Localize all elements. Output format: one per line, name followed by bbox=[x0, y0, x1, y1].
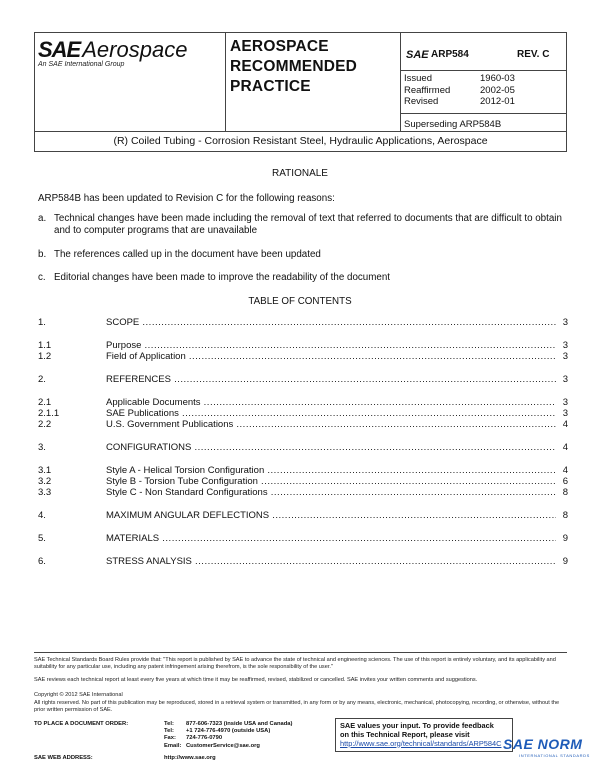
footer-divider bbox=[34, 652, 567, 653]
date-reaffirmed: Reaffirmed 2002-05 bbox=[404, 84, 515, 96]
toc-entry[interactable]: 2.1.1 SAE Publications ..... 3 bbox=[38, 408, 568, 420]
fax-number: 724-776-0790 bbox=[186, 735, 223, 742]
rationale-item-a: a. Technical changes have been made including the removal of text that referred to documents that are difficult to obtain and to computer programs that are unavailable bbox=[38, 213, 562, 236]
document-number: ARP584 bbox=[431, 49, 469, 60]
toc-entry[interactable]: 1.1 Purpose ..... 3 bbox=[38, 340, 568, 352]
superseding-note: Superseding ARP584B bbox=[404, 119, 502, 130]
feedback-box bbox=[335, 718, 513, 752]
toc-entry[interactable]: 1.2 Field of Application ..... 3 bbox=[38, 351, 568, 363]
rationale-item-c: c. Editorial changes have been made to improve the readability of the document bbox=[38, 272, 391, 283]
sae-mark: SAE bbox=[406, 49, 429, 61]
footer-notice-review: SAE reviews each technical report at least every five years at which time it may be reaffirmed, revised, stabilized or cancelled. SAE invites your written comments and suggestions. bbox=[34, 677, 478, 683]
logo-word: Aerospace bbox=[82, 37, 188, 62]
toc-entry[interactable]: 4. MAXIMUM ANGULAR DEFLECTIONS ..... 8 bbox=[38, 510, 568, 522]
toc-entry[interactable]: 3. CONFIGURATIONS ..... 4 bbox=[38, 442, 568, 454]
sae-aerospace-logo bbox=[38, 37, 198, 68]
logo-tagline: An SAE International Group bbox=[38, 61, 125, 68]
toc-entry[interactable]: 2.2 U.S. Government Publications ..... 4 bbox=[38, 419, 568, 431]
footer-notice-rights: All rights reserved. No part of this publication may be reproduced, stored in a retrieval system or transmitted, in any form or by any means, electronic, mechanical, photocopying, recording, or otherwise, without the prior written permission of SAE. bbox=[34, 700, 560, 713]
phone-us: 877-606-7323 (inside USA and Canada) bbox=[186, 721, 293, 727]
feedback-line-1: SAE values your input. To provide feedback bbox=[340, 721, 494, 730]
watermark-logo: SAE NORM bbox=[503, 736, 583, 752]
toc-heading: TABLE OF CONTENTS bbox=[248, 296, 352, 307]
order-label: TO PLACE A DOCUMENT ORDER: bbox=[34, 721, 129, 727]
document-title: (R) Coiled Tubing - Corrosion Resistant Steel, Hydraulic Applications, Aerospace bbox=[34, 131, 567, 152]
toc-entry[interactable]: 6. STRESS ANALYSIS ..... 9 bbox=[38, 556, 568, 568]
doc-type-line-2: RECOMMENDED bbox=[230, 58, 358, 75]
web-url-link[interactable]: http://www.sae.org bbox=[164, 755, 216, 761]
web-address bbox=[34, 755, 216, 761]
revision-label: REV. C bbox=[517, 49, 550, 60]
date-revised: Revised 2012-01 bbox=[404, 96, 515, 107]
phone-intl: +1 724-776-4970 (outside USA) bbox=[186, 728, 271, 735]
rationale-intro: ARP584B has been updated to Revision C for the following reasons: bbox=[38, 193, 335, 204]
date-issued: Issued 1960-03 bbox=[404, 73, 515, 84]
web-label: SAE WEB ADDRESS: bbox=[34, 755, 93, 761]
toc-entry[interactable]: 3.1 Style A - Helical Torsion Configuration ..... 4 bbox=[38, 465, 568, 477]
logo-brand: SAE bbox=[38, 37, 81, 62]
email-link[interactable]: CustomerService@sae.org bbox=[186, 742, 260, 749]
toc-entry[interactable]: 3.3 Style C - Non Standard Configurations ..... 8 bbox=[38, 487, 568, 499]
doc-type-line-3: PRACTICE bbox=[230, 78, 311, 95]
document-type bbox=[230, 37, 380, 97]
feedback-url-link[interactable]: http://www.sae.org/technical/standards/ARP584C bbox=[340, 738, 502, 748]
footer-notice-rules: SAE Technical Standards Board Rules provide that: "This report is published by SAE to advance the state of technical and engineering sciences. The use of this report is entirely voluntary, and its applicability and suitability for any particular use, including any patent infringement arising therefrom, is the sole responsibility of the user." bbox=[34, 657, 556, 670]
rationale-item-b: b. The references called up in the document have been updated bbox=[38, 249, 321, 260]
document-dates bbox=[404, 73, 515, 108]
watermark-subtext: INTERNATIONAL STANDARDS bbox=[519, 753, 590, 758]
toc-entry[interactable]: 2. REFERENCES ..... 3 bbox=[38, 374, 568, 386]
rationale-heading: RATIONALE bbox=[272, 168, 328, 179]
toc-entry[interactable]: 1. SCOPE ..... 3 bbox=[38, 317, 568, 329]
toc-entry[interactable]: 5. MATERIALS ..... 9 bbox=[38, 533, 568, 545]
feedback-line-2: on this Technical Report, please visit bbox=[340, 729, 470, 739]
footer-copyright: Copyright © 2012 SAE International bbox=[34, 692, 123, 698]
toc-entry[interactable]: 2.1 Applicable Documents ..... 3 bbox=[38, 397, 568, 409]
toc-entry[interactable]: 3.2 Style B - Torsion Tube Configuration ..... 6 bbox=[38, 476, 568, 488]
doc-type-line-1: AEROSPACE bbox=[230, 38, 329, 55]
order-contacts: TO PLACE A DOCUMENT ORDER: Tel: 877-606-7323 (inside USA and Canada) Tel: +1 724-776-4970 (outside USA) Fax: 724-776-0790 Email: CustomerService@sae.org bbox=[34, 721, 293, 749]
